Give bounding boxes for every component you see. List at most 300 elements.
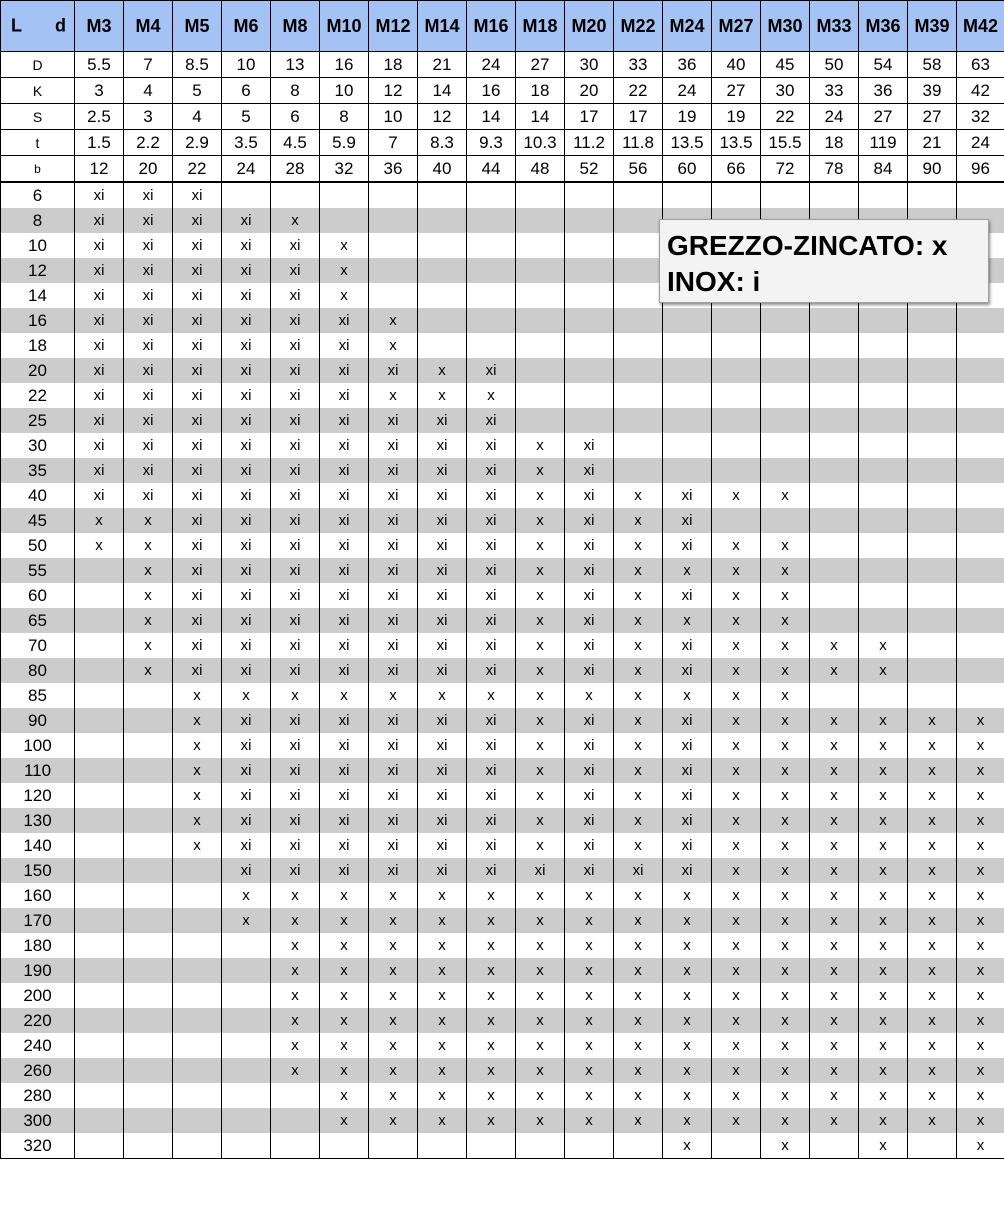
availability-cell	[859, 683, 908, 708]
availability-cell: xi	[271, 558, 320, 583]
length-value: 25	[1, 408, 75, 433]
availability-cell: x	[369, 883, 418, 908]
availability-cell	[173, 908, 222, 933]
availability-cell: x	[516, 733, 565, 758]
availability-cell: x	[614, 708, 663, 733]
availability-cell	[663, 433, 712, 458]
availability-cell: xi	[320, 308, 369, 333]
availability-cell: xi	[320, 558, 369, 583]
availability-cell	[565, 1133, 614, 1159]
availability-cell	[222, 182, 271, 208]
availability-cell: x	[712, 883, 761, 908]
availability-cell: xi	[75, 383, 124, 408]
availability-cell: xi	[222, 508, 271, 533]
availability-cell	[712, 458, 761, 483]
availability-cell	[173, 1058, 222, 1083]
length-value: 110	[1, 758, 75, 783]
availability-cell: x	[418, 383, 467, 408]
length-value: 150	[1, 858, 75, 883]
availability-cell: x	[516, 983, 565, 1008]
availability-cell: x	[369, 983, 418, 1008]
availability-cell: xi	[271, 583, 320, 608]
availability-cell: x	[516, 583, 565, 608]
availability-cell	[320, 182, 369, 208]
dimension-value: 32	[320, 156, 369, 183]
availability-cell	[663, 333, 712, 358]
availability-cell	[859, 358, 908, 383]
dimension-value: 8	[271, 78, 320, 104]
availability-cell	[810, 508, 859, 533]
availability-cell	[859, 433, 908, 458]
availability-cell	[418, 182, 467, 208]
availability-cell: x	[908, 808, 957, 833]
length-rows	[1, 182, 1004, 1159]
availability-cell	[859, 308, 908, 333]
availability-cell	[859, 333, 908, 358]
availability-cell: x	[810, 783, 859, 808]
availability-cell: xi	[222, 733, 271, 758]
availability-cell: x	[369, 1083, 418, 1108]
availability-cell: x	[467, 1008, 516, 1033]
length-axis-label: L	[11, 15, 22, 36]
availability-cell	[957, 583, 1004, 608]
availability-cell: x	[320, 1083, 369, 1108]
dimension-row	[1, 78, 1004, 104]
availability-cell: x	[761, 533, 810, 558]
availability-cell: xi	[663, 833, 712, 858]
availability-cell: x	[859, 1108, 908, 1133]
availability-cell: x	[859, 958, 908, 983]
availability-cell: x	[859, 1008, 908, 1033]
availability-cell: xi	[418, 808, 467, 833]
availability-cell: x	[516, 1083, 565, 1108]
availability-cell: xi	[369, 758, 418, 783]
availability-cell	[320, 1133, 369, 1159]
availability-cell: xi	[222, 483, 271, 508]
availability-cell: x	[908, 833, 957, 858]
availability-cell: x	[516, 633, 565, 658]
availability-cell: xi	[663, 583, 712, 608]
availability-cell	[124, 1008, 173, 1033]
availability-cell: xi	[663, 708, 712, 733]
dimension-value: 6	[222, 78, 271, 104]
availability-cell: x	[467, 683, 516, 708]
availability-cell: x	[761, 633, 810, 658]
dimension-value: 7	[124, 52, 173, 78]
availability-cell: x	[810, 908, 859, 933]
availability-cell: xi	[271, 533, 320, 558]
availability-cell	[467, 258, 516, 283]
availability-cell: x	[761, 1133, 810, 1159]
availability-cell: xi	[320, 783, 369, 808]
availability-cell	[222, 1058, 271, 1083]
availability-cell: x	[124, 533, 173, 558]
availability-cell: xi	[565, 608, 614, 633]
availability-cell: x	[516, 483, 565, 508]
length-value: 170	[1, 908, 75, 933]
table-row	[1, 358, 1004, 383]
dimension-value: 18	[810, 130, 859, 156]
availability-cell	[957, 608, 1004, 633]
availability-cell: x	[516, 1108, 565, 1133]
table-row	[1, 408, 1004, 433]
availability-cell: xi	[663, 858, 712, 883]
availability-cell: xi	[75, 433, 124, 458]
size-header: M33	[810, 1, 859, 52]
dimension-value: 32	[957, 104, 1004, 130]
availability-cell: xi	[75, 233, 124, 258]
size-header: M10	[320, 1, 369, 52]
availability-cell	[957, 558, 1004, 583]
dimension-value: 21	[908, 130, 957, 156]
availability-cell: x	[418, 958, 467, 983]
availability-cell: x	[663, 1058, 712, 1083]
availability-cell: xi	[663, 533, 712, 558]
availability-cell: x	[908, 1033, 957, 1058]
availability-cell	[124, 1108, 173, 1133]
availability-cell	[712, 333, 761, 358]
availability-cell	[124, 958, 173, 983]
length-value: 85	[1, 683, 75, 708]
availability-cell	[222, 1033, 271, 1058]
dimension-value: 33	[810, 78, 859, 104]
availability-cell: x	[565, 1033, 614, 1058]
availability-cell: x	[957, 1133, 1004, 1159]
dimension-value: 12	[369, 78, 418, 104]
availability-cell: x	[173, 833, 222, 858]
availability-cell: xi	[271, 658, 320, 683]
availability-cell: x	[418, 1108, 467, 1133]
availability-cell	[614, 1133, 663, 1159]
availability-cell: x	[908, 908, 957, 933]
availability-cell: x	[516, 683, 565, 708]
length-value: 320	[1, 1133, 75, 1159]
availability-cell	[467, 333, 516, 358]
availability-cell: xi	[369, 608, 418, 633]
availability-cell: x	[859, 808, 908, 833]
availability-cell: x	[908, 1083, 957, 1108]
availability-cell	[810, 483, 859, 508]
availability-cell: xi	[222, 308, 271, 333]
availability-cell: x	[75, 508, 124, 533]
availability-cell: xi	[467, 708, 516, 733]
availability-cell: x	[810, 958, 859, 983]
availability-cell: x	[467, 883, 516, 908]
dimension-value: 44	[467, 156, 516, 183]
availability-cell: xi	[271, 483, 320, 508]
availability-cell: x	[320, 1008, 369, 1033]
availability-cell: x	[516, 433, 565, 458]
availability-cell	[516, 182, 565, 208]
availability-cell: x	[908, 1108, 957, 1133]
availability-cell	[761, 182, 810, 208]
availability-cell	[516, 1133, 565, 1159]
availability-cell: x	[418, 1058, 467, 1083]
availability-cell: xi	[320, 408, 369, 433]
availability-cell: xi	[320, 858, 369, 883]
dimension-label: t	[1, 130, 75, 156]
availability-cell	[124, 783, 173, 808]
availability-cell: xi	[75, 308, 124, 333]
availability-cell: x	[663, 983, 712, 1008]
availability-cell: xi	[124, 408, 173, 433]
availability-cell: x	[614, 758, 663, 783]
dimension-value: 22	[173, 156, 222, 183]
availability-cell: x	[222, 883, 271, 908]
availability-cell: xi	[173, 583, 222, 608]
availability-cell: xi	[418, 558, 467, 583]
availability-cell: x	[320, 1033, 369, 1058]
availability-cell	[124, 758, 173, 783]
availability-cell: xi	[418, 483, 467, 508]
availability-cell: xi	[467, 608, 516, 633]
availability-cell	[810, 533, 859, 558]
availability-cell: x	[957, 1058, 1004, 1083]
availability-cell: x	[271, 908, 320, 933]
availability-cell	[418, 333, 467, 358]
availability-cell: xi	[124, 308, 173, 333]
availability-cell	[957, 308, 1004, 333]
availability-cell: xi	[222, 858, 271, 883]
availability-cell: x	[565, 683, 614, 708]
availability-cell: xi	[271, 733, 320, 758]
dimension-value: 58	[908, 52, 957, 78]
availability-cell: xi	[124, 433, 173, 458]
availability-cell: xi	[75, 182, 124, 208]
availability-cell	[908, 608, 957, 633]
size-header: M36	[859, 1, 908, 52]
dimension-value: 15.5	[761, 130, 810, 156]
availability-cell: x	[467, 933, 516, 958]
availability-cell: x	[908, 933, 957, 958]
availability-cell: x	[712, 983, 761, 1008]
dimension-value: 14	[516, 104, 565, 130]
availability-cell: x	[271, 1033, 320, 1058]
availability-cell	[957, 533, 1004, 558]
availability-cell: x	[761, 583, 810, 608]
availability-cell: xi	[271, 633, 320, 658]
availability-cell	[75, 658, 124, 683]
availability-cell: xi	[271, 508, 320, 533]
availability-cell: x	[859, 733, 908, 758]
availability-cell: xi	[124, 233, 173, 258]
availability-cell: x	[271, 933, 320, 958]
availability-cell: x	[173, 758, 222, 783]
length-value: 30	[1, 433, 75, 458]
availability-cell: x	[712, 708, 761, 733]
availability-cell: xi	[124, 333, 173, 358]
availability-cell: x	[761, 1008, 810, 1033]
availability-cell: x	[663, 1133, 712, 1159]
availability-cell: xi	[369, 533, 418, 558]
table-row	[1, 333, 1004, 358]
availability-cell	[565, 283, 614, 308]
availability-cell	[418, 308, 467, 333]
availability-cell: xi	[75, 208, 124, 233]
dimension-value: 45	[761, 52, 810, 78]
availability-cell: x	[565, 908, 614, 933]
legend-line-inox: INOX: i	[667, 266, 761, 297]
availability-cell	[75, 708, 124, 733]
availability-cell: xi	[271, 758, 320, 783]
availability-cell: x	[271, 983, 320, 1008]
dimension-value: 60	[663, 156, 712, 183]
availability-cell: x	[908, 758, 957, 783]
availability-cell: xi	[565, 783, 614, 808]
length-value: 40	[1, 483, 75, 508]
availability-cell: x	[418, 983, 467, 1008]
length-value: 6	[1, 182, 75, 208]
dimension-value: 27	[908, 104, 957, 130]
availability-cell: x	[369, 933, 418, 958]
availability-cell: x	[320, 883, 369, 908]
availability-cell	[810, 408, 859, 433]
availability-cell: x	[271, 958, 320, 983]
availability-cell: xi	[320, 383, 369, 408]
availability-cell	[124, 933, 173, 958]
availability-cell	[565, 182, 614, 208]
availability-cell	[467, 1133, 516, 1159]
length-value: 65	[1, 608, 75, 633]
dimension-value: 33	[614, 52, 663, 78]
availability-cell: x	[810, 1058, 859, 1083]
availability-cell: x	[565, 883, 614, 908]
availability-cell	[271, 1133, 320, 1159]
availability-cell	[124, 883, 173, 908]
table-row	[1, 583, 1004, 608]
availability-cell: xi	[173, 633, 222, 658]
availability-cell	[75, 1058, 124, 1083]
availability-cell	[124, 683, 173, 708]
dimension-value: 11.2	[565, 130, 614, 156]
dimension-rows	[1, 52, 1004, 183]
availability-cell: xi	[222, 258, 271, 283]
availability-cell	[712, 508, 761, 533]
availability-cell: xi	[663, 783, 712, 808]
availability-cell: xi	[222, 758, 271, 783]
availability-cell: x	[859, 983, 908, 1008]
dimension-value: 5.5	[75, 52, 124, 78]
availability-cell: x	[712, 583, 761, 608]
length-value: 14	[1, 283, 75, 308]
dimension-value: 27	[712, 78, 761, 104]
availability-cell	[614, 358, 663, 383]
availability-cell: xi	[320, 658, 369, 683]
availability-cell	[810, 583, 859, 608]
dimension-value: 48	[516, 156, 565, 183]
size-header: M18	[516, 1, 565, 52]
table-row	[1, 508, 1004, 533]
dimension-value: 13.5	[712, 130, 761, 156]
availability-cell	[663, 358, 712, 383]
table-row	[1, 633, 1004, 658]
availability-cell	[222, 1133, 271, 1159]
availability-cell: x	[614, 683, 663, 708]
availability-cell: x	[173, 708, 222, 733]
availability-cell: xi	[75, 408, 124, 433]
size-header: M30	[761, 1, 810, 52]
availability-cell	[957, 433, 1004, 458]
availability-cell: xi	[369, 658, 418, 683]
availability-cell: xi	[663, 483, 712, 508]
availability-cell	[124, 808, 173, 833]
size-header: M42	[957, 1, 1004, 52]
availability-cell: xi	[320, 358, 369, 383]
availability-cell: x	[614, 958, 663, 983]
dimension-value: 40	[712, 52, 761, 78]
availability-cell	[271, 182, 320, 208]
table-row	[1, 808, 1004, 833]
dimension-value: 42	[957, 78, 1004, 104]
dimension-row	[1, 156, 1004, 183]
dimension-value: 13.5	[663, 130, 712, 156]
availability-cell: x	[467, 908, 516, 933]
availability-cell: x	[663, 1033, 712, 1058]
availability-cell: xi	[75, 358, 124, 383]
availability-cell	[908, 308, 957, 333]
table-row	[1, 708, 1004, 733]
dimension-value: 19	[663, 104, 712, 130]
availability-cell: x	[369, 1108, 418, 1133]
availability-cell: x	[810, 758, 859, 783]
availability-cell: xi	[320, 483, 369, 508]
availability-cell: x	[124, 558, 173, 583]
size-header: M12	[369, 1, 418, 52]
dimension-value: 18	[516, 78, 565, 104]
dimension-value: 90	[908, 156, 957, 183]
availability-cell: x	[516, 933, 565, 958]
availability-cell	[75, 808, 124, 833]
availability-cell: x	[320, 233, 369, 258]
availability-cell: x	[614, 933, 663, 958]
availability-cell: x	[516, 658, 565, 683]
dimension-label: b	[1, 156, 75, 183]
availability-cell: xi	[173, 208, 222, 233]
availability-cell: x	[173, 808, 222, 833]
availability-cell: x	[320, 1108, 369, 1133]
availability-cell: xi	[173, 408, 222, 433]
dimension-value: 12	[418, 104, 467, 130]
availability-cell: x	[663, 1108, 712, 1133]
availability-cell: x	[369, 383, 418, 408]
availability-cell: xi	[418, 433, 467, 458]
availability-cell	[516, 308, 565, 333]
availability-cell: x	[859, 783, 908, 808]
availability-cell: xi	[75, 258, 124, 283]
availability-cell	[565, 208, 614, 233]
dimension-value: 4	[124, 78, 173, 104]
availability-cell	[369, 283, 418, 308]
availability-cell: xi	[173, 233, 222, 258]
availability-cell: x	[761, 833, 810, 858]
availability-cell	[663, 308, 712, 333]
availability-cell: x	[957, 783, 1004, 808]
availability-cell	[859, 533, 908, 558]
availability-cell	[810, 308, 859, 333]
availability-cell: x	[467, 958, 516, 983]
availability-cell	[75, 908, 124, 933]
availability-cell: xi	[467, 658, 516, 683]
availability-cell: xi	[320, 458, 369, 483]
availability-cell	[957, 333, 1004, 358]
availability-cell	[810, 558, 859, 583]
availability-cell: x	[908, 858, 957, 883]
availability-cell	[124, 1058, 173, 1083]
availability-cell: xi	[173, 608, 222, 633]
availability-cell: x	[565, 1083, 614, 1108]
availability-cell	[761, 358, 810, 383]
availability-cell	[418, 258, 467, 283]
